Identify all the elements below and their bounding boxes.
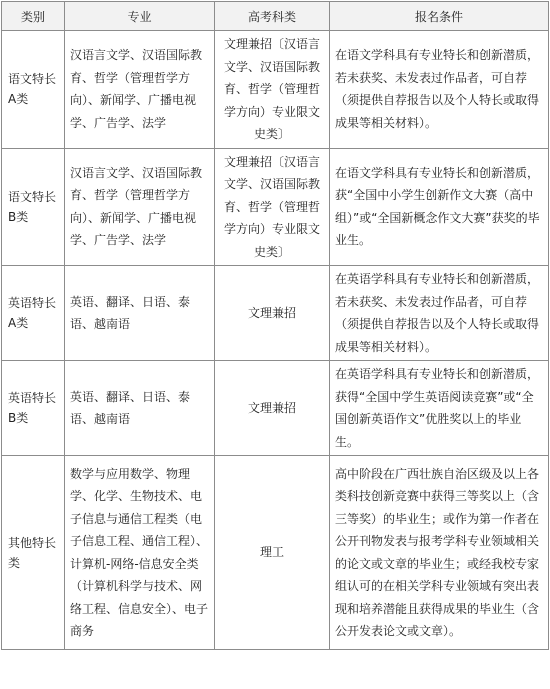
header-subject: 高考科类 [215,2,330,31]
row-category: 语文特长B类 [2,148,65,266]
table-header-row [2,2,549,31]
table-row [2,361,549,456]
table-row [2,31,549,149]
header-major: 专业 [65,2,215,31]
row-subject: 文理兼招〔汉语言文学、汉语国际教育、哲学（管理哲学方向）专业限文史类〕 [215,148,330,266]
row-major: 数学与应用数学、物理学、化学、生物技术、电子信息与通信工程类（电子信息工程、通信工程）、计算机-网络-信息安全类（计算机科学与技术、网络工程、信息安全）、电子商务 [65,456,215,650]
table-row [2,456,549,650]
header-category: 类别 [2,2,65,31]
row-condition: 在英语学科具有专业特长和创新潜质，获得“全国中学生英语阅读竞赛”或“全国创新英语作文”优胜奖以上的毕业生。 [330,361,549,456]
row-condition: 在英语学科具有专业特长和创新潜质，若未获奖、未发表过作品者，可自荐（须提供自荐报告以及个人特长或取得成果等相关材料）。 [330,266,549,361]
header-condition: 报名条件 [330,2,549,31]
row-major: 汉语言文学、汉语国际教育、哲学（管理哲学方向）、新闻学、广播电视学、广告学、法学 [65,31,215,149]
row-major: 汉语言文学、汉语国际教育、哲学（管理哲学方向）、新闻学、广播电视学、广告学、法学 [65,148,215,266]
row-major: 英语、翻译、日语、泰语、越南语 [65,266,215,361]
row-category: 其他特长类 [2,456,65,650]
admission-table [1,1,549,650]
row-subject: 文理兼招〔汉语言文学、汉语国际教育、哲学（管理哲学方向）专业限文史类〕 [215,31,330,149]
row-category: 英语特长B类 [2,361,65,456]
row-subject: 理工 [215,456,330,650]
row-category: 英语特长A类 [2,266,65,361]
row-category: 语文特长A类 [2,31,65,149]
row-condition: 在语文学科具有专业特长和创新潜质，若未获奖、未发表过作品者，可自荐（须提供自荐报告以及个人特长或取得成果等相关材料）。 [330,31,549,149]
table-row [2,148,549,266]
row-subject: 文理兼招 [215,266,330,361]
row-condition: 在语文学科具有专业特长和创新潜质，获“全国中小学生创新作文大赛（高中组）”或“全国新概念作文大赛”获奖的毕业生。 [330,148,549,266]
row-condition: 高中阶段在广西壮族自治区级及以上各类科技创新竞赛中获得三等奖以上（含三等奖）的毕业生；或作为第一作者在公开刊物发表与报考学科专业领域相关的论文或文章的毕业生；或经我校专家组认可的在相关学科专业领域有突出表现和培养潜能且获得成果的毕业生（含公开发表论文或文章）。 [330,456,549,650]
admission-table-container [1,1,549,650]
row-major: 英语、翻译、日语、泰语、越南语 [65,361,215,456]
row-subject: 文理兼招 [215,361,330,456]
table-row [2,266,549,361]
